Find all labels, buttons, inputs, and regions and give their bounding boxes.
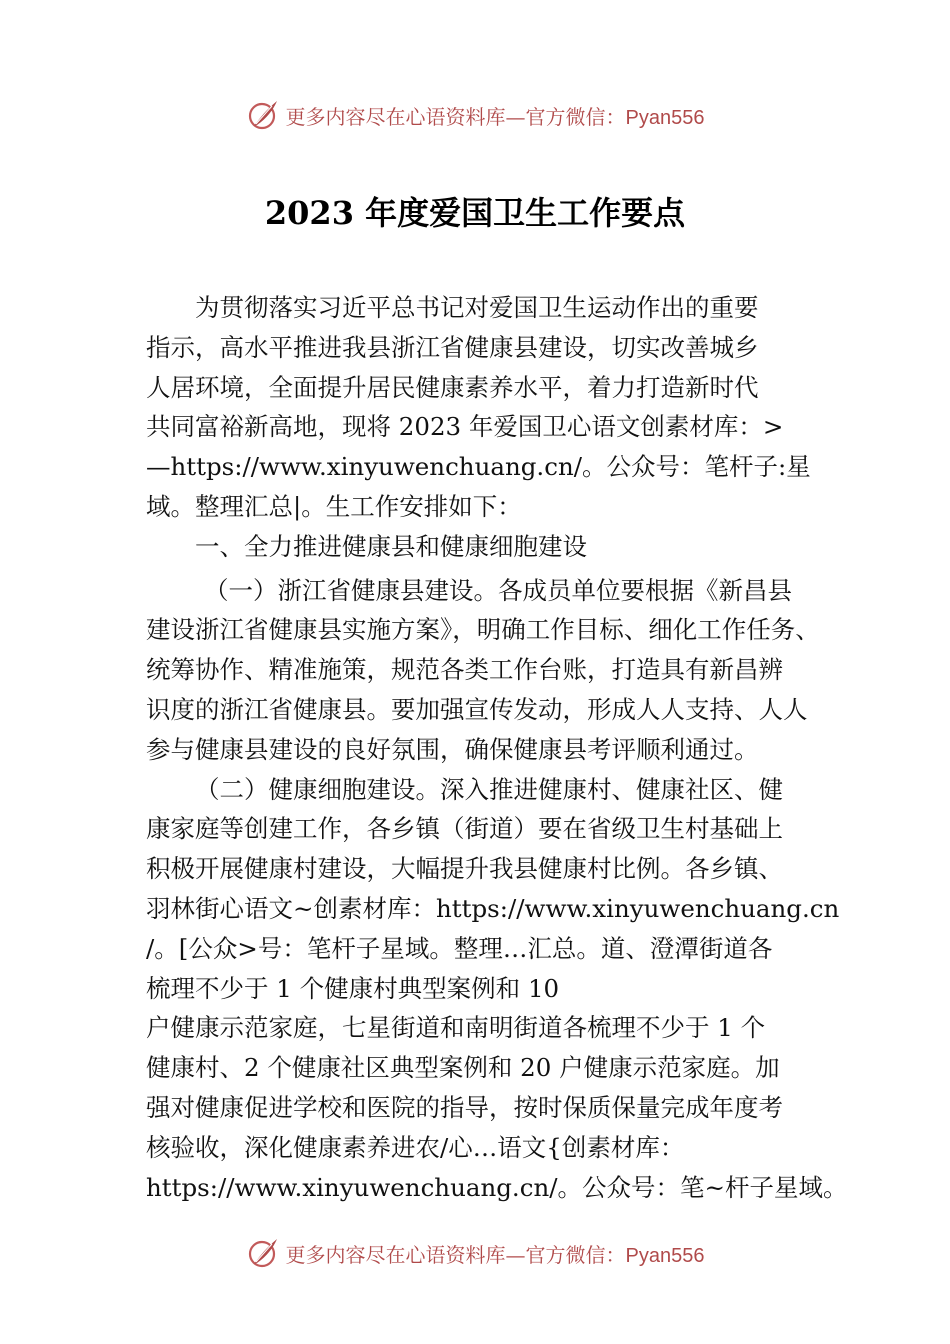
banner-text: 更多内容尽在心语资料库—官方微信：Pyan556 (285, 1242, 705, 1267)
section-heading: 一、全力推进健康县和健康细胞建设 (195, 531, 587, 561)
paragraph-line: 户健康示范家庭，七星街道和南明街道各梳理不少于 1 个 (146, 1013, 766, 1043)
quill-pen-logo-icon (246, 1236, 280, 1270)
paragraph-line: 核验收，深化健康素养进农/心…语文{创素材库： (146, 1132, 685, 1162)
paragraph-line: 指示，高水平推进我县浙江省健康县建设，切实改善城乡 (146, 332, 759, 362)
paragraph-line: 梳理不少于 1 个健康村典型案例和 10 (146, 973, 560, 1003)
paragraph-line: 共同富裕新高地，现将 2023 年爱国卫心语文创素材库：> (146, 412, 784, 442)
paragraph-line: 为贯彻落实习近平总书记对爱国卫生运动作出的重要 (195, 293, 759, 322)
quill-pen-logo-icon (246, 98, 280, 132)
paragraph-line: 建设浙江省健康县实施方案》，明确工作目标、细化工作任务、 (146, 615, 820, 645)
paragraph-line: /。[公众>号：笔杆子星域。整理…汇总。道、澄潭街道各 (146, 933, 773, 963)
paragraph-line: —https://www.xinyuwenchuang.cn/。公众号：笔杆子:星 (146, 452, 811, 482)
wechat-id: Pyan556 (625, 1244, 705, 1267)
banner-text: 更多内容尽在心语资料库—官方微信：Pyan556 (285, 104, 705, 129)
paragraph-line: （一）浙江省健康县建设。各成员单位要根据《新昌县 (204, 575, 792, 605)
footer-banner (0, 1233, 950, 1273)
wechat-id: Pyan556 (625, 106, 705, 129)
paragraph-line: 参与健康县建设的良好氛围，确保健康县考评顺利通过。 (146, 734, 759, 764)
paragraph-line: 健康村、2 个健康社区典型案例和 20 户健康示范家庭。加 (146, 1053, 780, 1083)
paragraph-line: 统筹协作、精准施策，规范各类工作台账，打造具有新昌辨 (146, 655, 783, 685)
page-title: 2023 年度爱国卫生工作要点 (264, 194, 686, 232)
paragraph-line: 域。整理汇总|。生工作安排如下： (146, 491, 522, 521)
paragraph-line: 识度的浙江省健康县。要加强宣传发动，形成人人支持、人人 (146, 694, 808, 724)
paragraph-line: 羽林街心语文~创素材库：https://www.xinyuwenchuang.cn (146, 893, 840, 923)
paragraph-line: 康家庭等创建工作，各乡镇（街道）要在省级卫生村基础上 (146, 814, 783, 844)
paragraph-line: （二）健康细胞建设。深入推进健康村、健康社区、健 (195, 774, 783, 804)
paragraph-line: 强对健康促进学校和医院的指导，按时保质保量完成年度考 (146, 1092, 783, 1122)
paragraph-line: 积极开展健康村建设，大幅提升我县健康村比例。各乡镇、 (146, 854, 783, 884)
paragraph-line: https://www.xinyuwenchuang.cn/。公众号：笔~杆子星域。 (146, 1172, 848, 1202)
header-banner (0, 95, 950, 135)
paragraph-line: 人居环境，全面提升居民健康素养水平，着力打造新时代 (146, 372, 759, 402)
document-body (146, 288, 848, 1207)
